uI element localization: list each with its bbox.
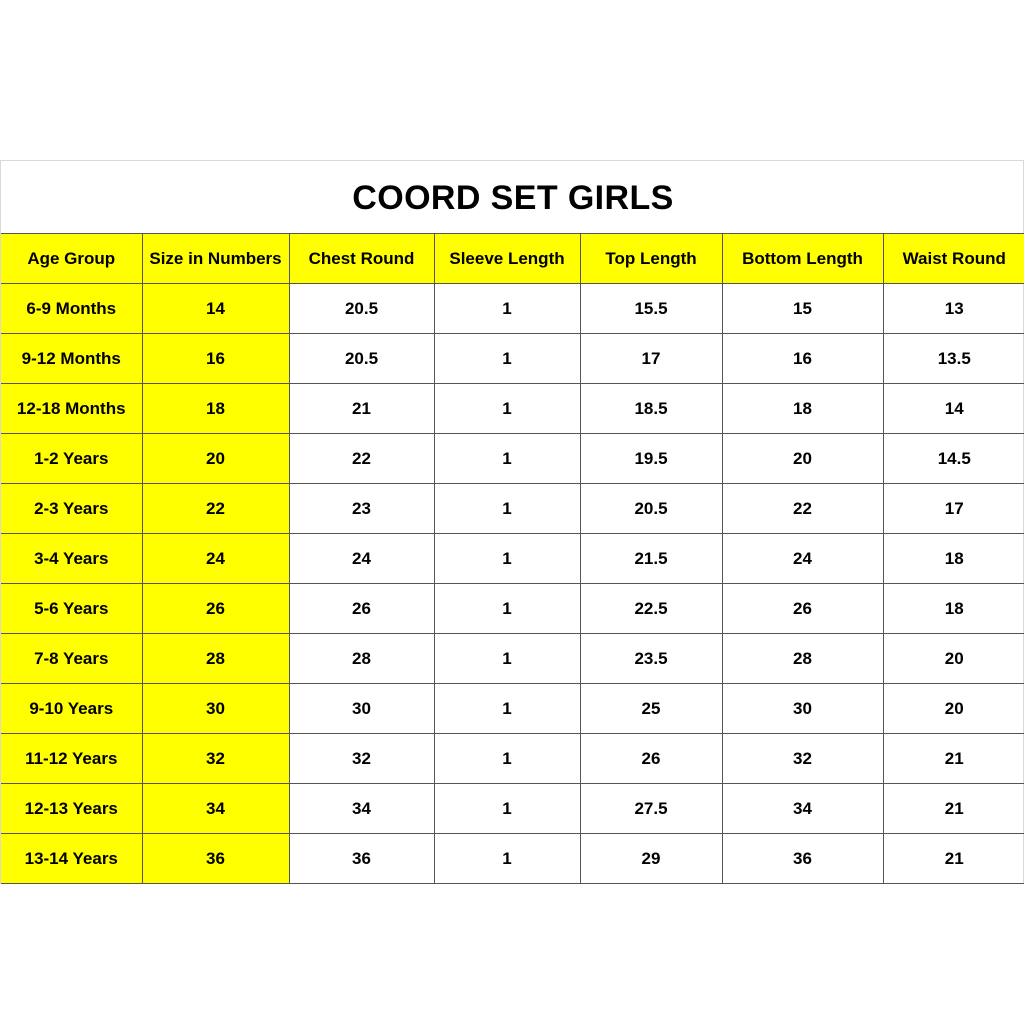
size-number-cell: 20	[142, 434, 289, 484]
size-number-cell: 30	[142, 684, 289, 734]
bottom-length-cell: 36	[722, 834, 883, 884]
bottom-length-cell: 34	[722, 784, 883, 834]
table-row	[1, 734, 1024, 784]
size-number-cell: 18	[142, 384, 289, 434]
bottom-length-cell: 20	[722, 434, 883, 484]
age-group-cell: 9-12 Months	[1, 334, 142, 384]
waist-round-cell: 20	[883, 684, 1024, 734]
header-bottom-length: Bottom Length	[722, 234, 883, 284]
header-sleeve-length: Sleeve Length	[434, 234, 580, 284]
chest-round-cell: 23	[289, 484, 434, 534]
waist-round-cell: 18	[883, 534, 1024, 584]
waist-round-cell: 13	[883, 284, 1024, 334]
waist-round-cell: 17	[883, 484, 1024, 534]
age-group-cell: 13-14 Years	[1, 834, 142, 884]
age-group-cell: 12-13 Years	[1, 784, 142, 834]
sleeve-length-cell: 1	[434, 284, 580, 334]
table-row	[1, 284, 1024, 334]
bottom-length-cell: 16	[722, 334, 883, 384]
size-number-cell: 32	[142, 734, 289, 784]
size-number-cell: 14	[142, 284, 289, 334]
size-number-cell: 16	[142, 334, 289, 384]
bottom-length-cell: 30	[722, 684, 883, 734]
age-group-cell: 1-2 Years	[1, 434, 142, 484]
sleeve-length-cell: 1	[434, 534, 580, 584]
age-group-cell: 12-18 Months	[1, 384, 142, 434]
table-row	[1, 534, 1024, 584]
sleeve-length-cell: 1	[434, 384, 580, 434]
chest-round-cell: 24	[289, 534, 434, 584]
size-table	[1, 233, 1024, 884]
sleeve-length-cell: 1	[434, 484, 580, 534]
top-length-cell: 26	[580, 734, 722, 784]
top-length-cell: 25	[580, 684, 722, 734]
size-number-cell: 36	[142, 834, 289, 884]
age-group-cell: 7-8 Years	[1, 634, 142, 684]
waist-round-cell: 20	[883, 634, 1024, 684]
header-chest-round: Chest Round	[289, 234, 434, 284]
table-row	[1, 434, 1024, 484]
waist-round-cell: 21	[883, 734, 1024, 784]
sleeve-length-cell: 1	[434, 834, 580, 884]
bottom-length-cell: 15	[722, 284, 883, 334]
waist-round-cell: 21	[883, 784, 1024, 834]
sleeve-length-cell: 1	[434, 734, 580, 784]
age-group-cell: 6-9 Months	[1, 284, 142, 334]
header-size-in-numbers: Size in Numbers	[142, 234, 289, 284]
bottom-length-cell: 24	[722, 534, 883, 584]
table-row	[1, 584, 1024, 634]
chest-round-cell: 22	[289, 434, 434, 484]
waist-round-cell: 14	[883, 384, 1024, 434]
top-length-cell: 15.5	[580, 284, 722, 334]
sleeve-length-cell: 1	[434, 434, 580, 484]
size-chart	[0, 160, 1024, 884]
table-header-row	[1, 234, 1024, 284]
table-body	[1, 284, 1024, 884]
chest-round-cell: 21	[289, 384, 434, 434]
bottom-length-cell: 28	[722, 634, 883, 684]
age-group-cell: 9-10 Years	[1, 684, 142, 734]
size-number-cell: 26	[142, 584, 289, 634]
age-group-cell: 2-3 Years	[1, 484, 142, 534]
top-length-cell: 18.5	[580, 384, 722, 434]
waist-round-cell: 13.5	[883, 334, 1024, 384]
age-group-cell: 5-6 Years	[1, 584, 142, 634]
sleeve-length-cell: 1	[434, 634, 580, 684]
chest-round-cell: 28	[289, 634, 434, 684]
bottom-length-cell: 32	[722, 734, 883, 784]
size-number-cell: 22	[142, 484, 289, 534]
chest-round-cell: 34	[289, 784, 434, 834]
top-length-cell: 17	[580, 334, 722, 384]
sleeve-length-cell: 1	[434, 684, 580, 734]
top-length-cell: 27.5	[580, 784, 722, 834]
table-row	[1, 634, 1024, 684]
table-row	[1, 684, 1024, 734]
bottom-length-cell: 26	[722, 584, 883, 634]
top-length-cell: 20.5	[580, 484, 722, 534]
sleeve-length-cell: 1	[434, 334, 580, 384]
table-row	[1, 384, 1024, 434]
chest-round-cell: 30	[289, 684, 434, 734]
table-row	[1, 484, 1024, 534]
waist-round-cell: 14.5	[883, 434, 1024, 484]
age-group-cell: 11-12 Years	[1, 734, 142, 784]
chart-title: COORD SET GIRLS	[352, 179, 674, 217]
bottom-length-cell: 18	[722, 384, 883, 434]
header-top-length: Top Length	[580, 234, 722, 284]
size-number-cell: 28	[142, 634, 289, 684]
chest-round-cell: 20.5	[289, 334, 434, 384]
top-length-cell: 29	[580, 834, 722, 884]
bottom-length-cell: 22	[722, 484, 883, 534]
waist-round-cell: 18	[883, 584, 1024, 634]
table-row	[1, 834, 1024, 884]
waist-round-cell: 21	[883, 834, 1024, 884]
table-row	[1, 334, 1024, 384]
top-length-cell: 23.5	[580, 634, 722, 684]
sleeve-length-cell: 1	[434, 584, 580, 634]
sleeve-length-cell: 1	[434, 784, 580, 834]
size-number-cell: 24	[142, 534, 289, 584]
header-age-group: Age Group	[1, 234, 142, 284]
top-length-cell: 19.5	[580, 434, 722, 484]
chest-round-cell: 26	[289, 584, 434, 634]
top-length-cell: 22.5	[580, 584, 722, 634]
chest-round-cell: 20.5	[289, 284, 434, 334]
age-group-cell: 3-4 Years	[1, 534, 142, 584]
chest-round-cell: 32	[289, 734, 434, 784]
header-waist-round: Waist Round	[883, 234, 1024, 284]
top-length-cell: 21.5	[580, 534, 722, 584]
table-row	[1, 784, 1024, 834]
size-number-cell: 34	[142, 784, 289, 834]
chest-round-cell: 36	[289, 834, 434, 884]
